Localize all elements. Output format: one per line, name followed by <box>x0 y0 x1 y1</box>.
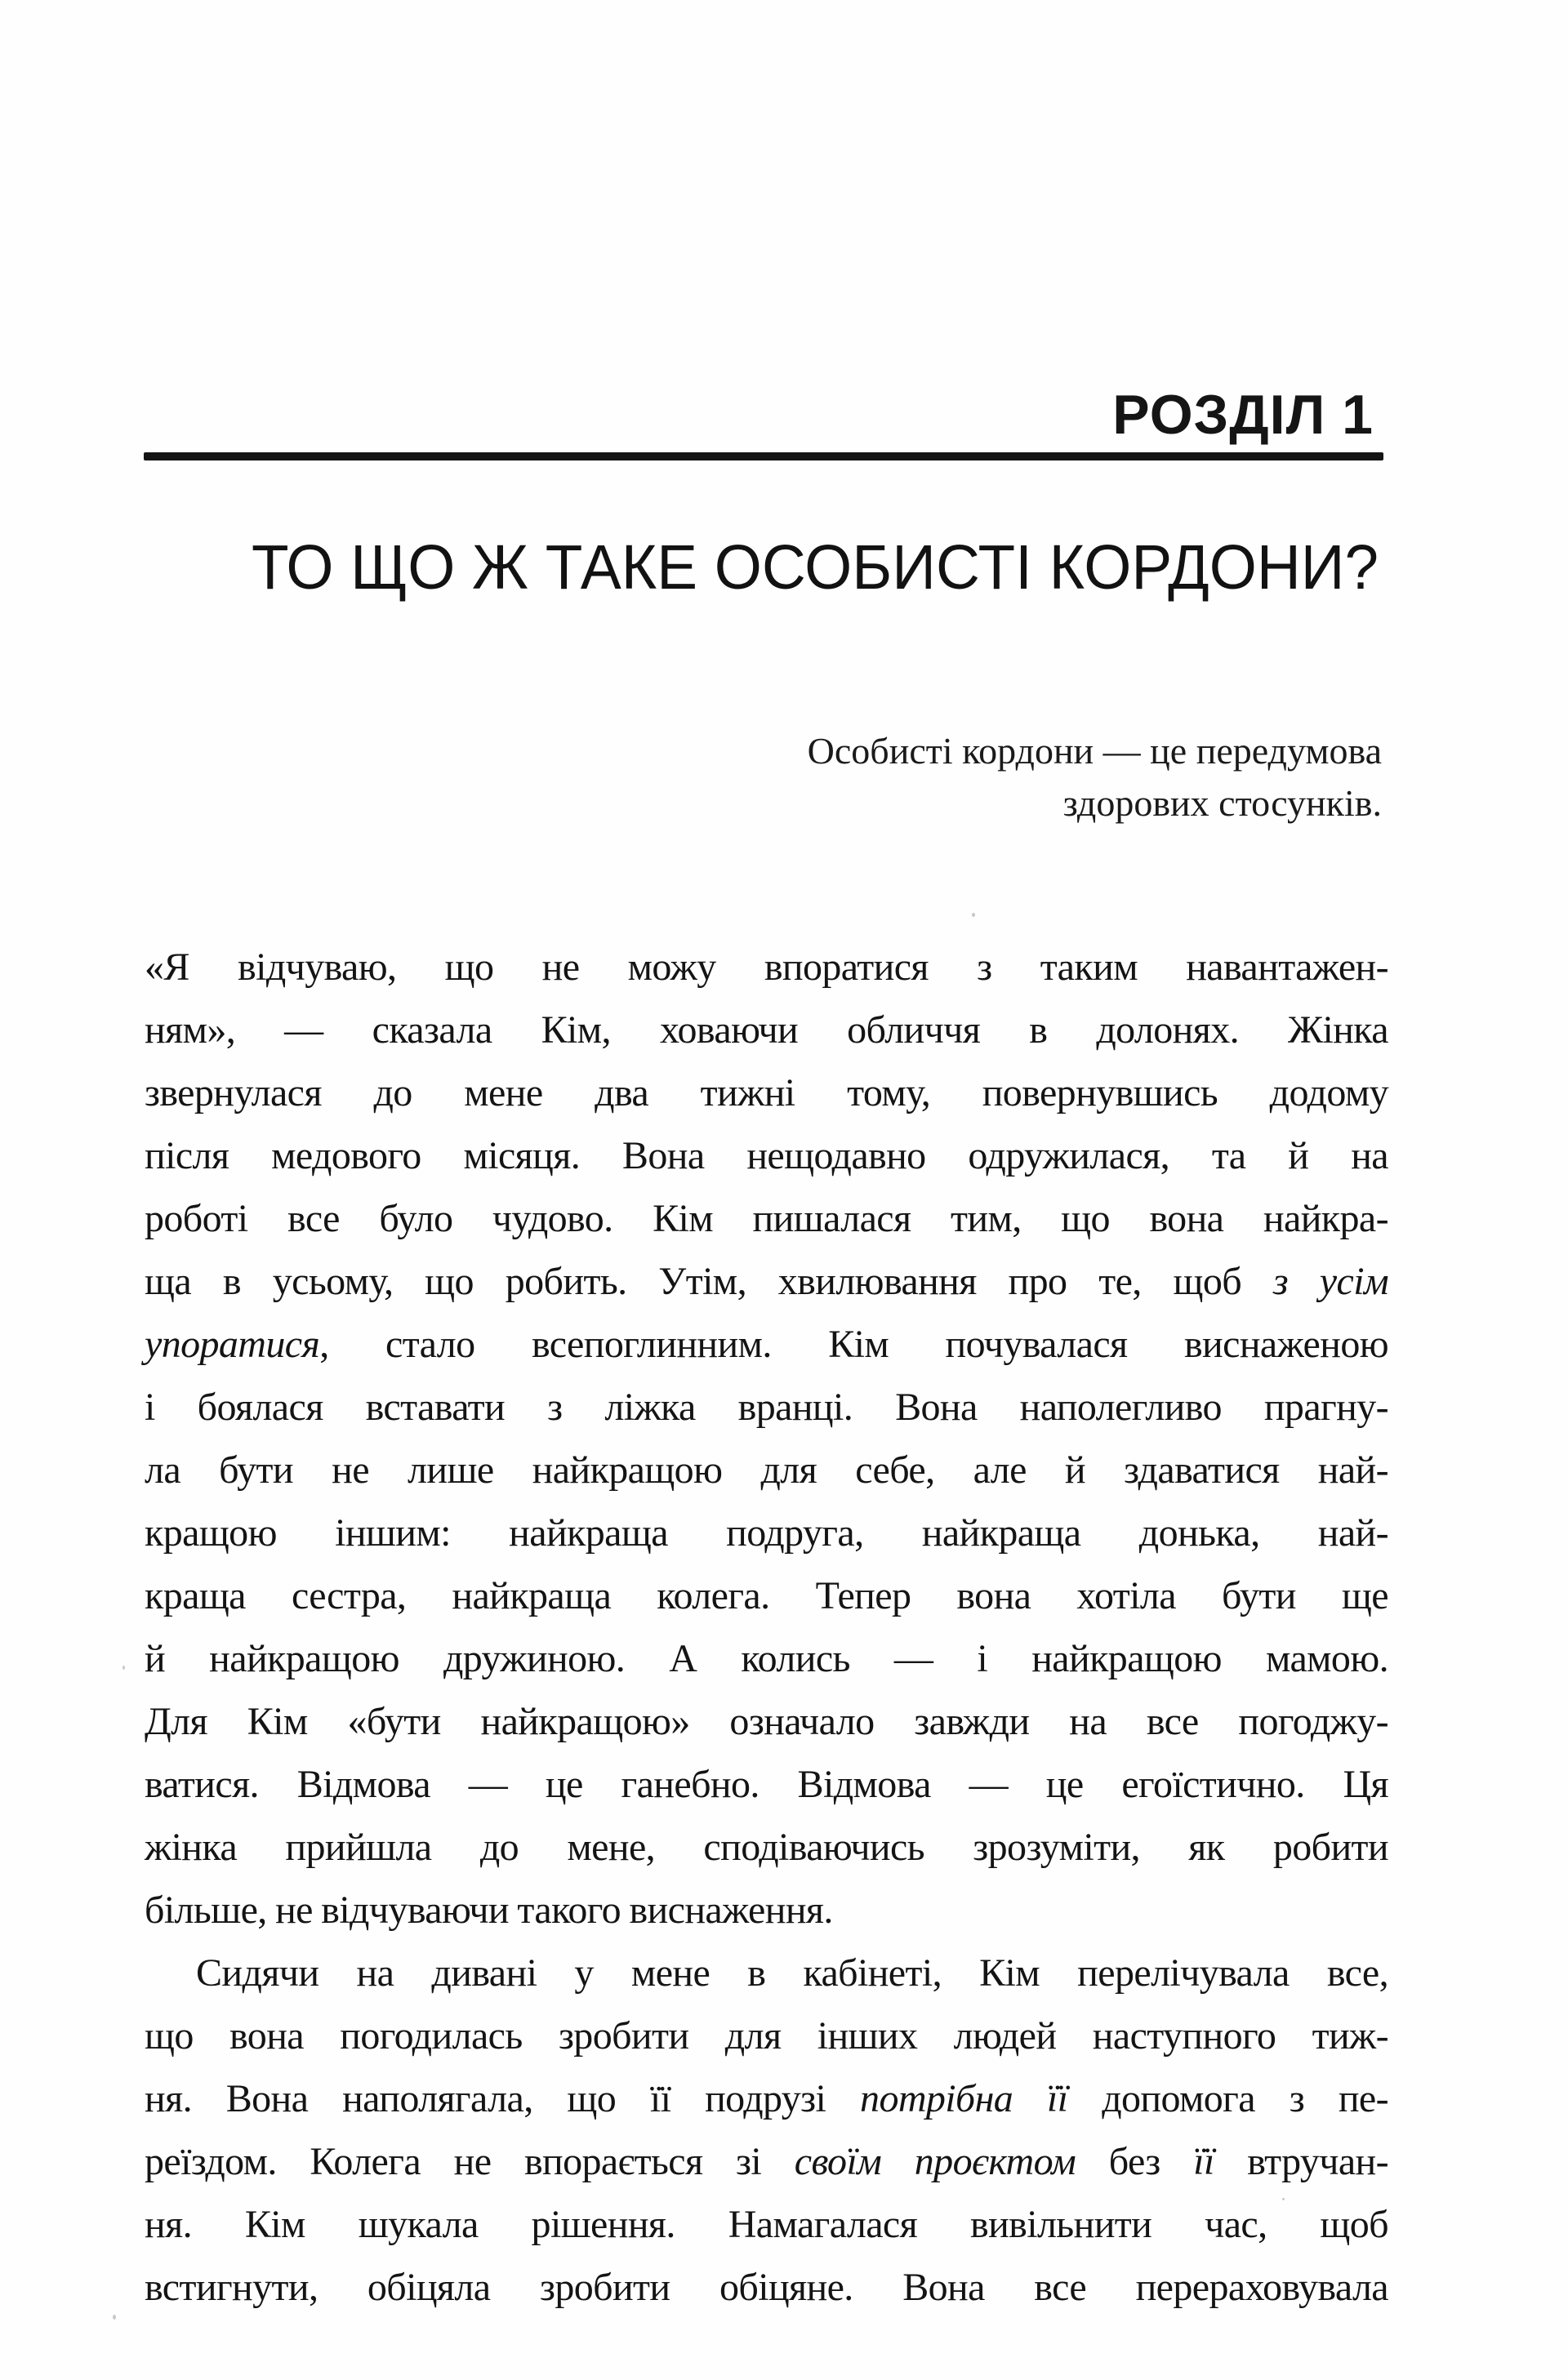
text-line-content <box>145 1690 1388 1753</box>
scan-speck <box>972 913 975 917</box>
text-run: після медового місяця. Вона нещодавно одружилася, та й на <box>145 1134 1388 1177</box>
text-run: ня. Вона наполягала, що її подрузі <box>145 2077 861 2120</box>
text-line <box>145 1187 1388 1250</box>
text-line-content <box>145 2193 1388 2256</box>
text-line-content <box>145 1879 1388 1942</box>
text-run: ла бути не лише найкращою для себе, але й здаватися най- <box>145 1448 1388 1492</box>
text-run: Для Кім «бути найкращою» означало завжди на все погоджу- <box>145 1700 1388 1743</box>
epigraph-line: здорових стосунків. <box>1062 782 1382 824</box>
text-run: що вона погодилась зробити для інших людей наступного тиж- <box>145 2014 1388 2057</box>
paragraph <box>145 936 1388 1942</box>
emphasis-text: з усім <box>1272 1260 1388 1303</box>
epigraph <box>144 725 1382 830</box>
text-line <box>145 1501 1388 1564</box>
emphasis-text: потрібна її <box>860 2077 1068 2120</box>
text-run: Сидячи на дивані у мене в кабінеті, Кім перелічувала все, <box>196 1951 1388 1995</box>
text-run: без <box>1076 2140 1194 2183</box>
text-line <box>145 1376 1388 1439</box>
text-line <box>145 1690 1388 1753</box>
text-run: ща в усьому, що робить. Утім, хвилювання про те, щоб <box>145 1260 1273 1303</box>
text-line <box>145 1753 1388 1816</box>
scan-speck <box>113 2315 116 2320</box>
text-line-content <box>145 2256 1388 2319</box>
text-line <box>145 999 1388 1061</box>
text-line-content <box>145 1816 1388 1879</box>
chapter-rule-divider <box>144 452 1383 460</box>
text-line <box>145 936 1388 999</box>
text-line-content <box>145 999 1388 1061</box>
text-line <box>145 2004 1388 2067</box>
text-line-content <box>145 1627 1388 1690</box>
text-run: реїздом. Колега не впорається зі <box>145 2140 795 2183</box>
text-run: більше, не відчуваючи такого виснаження. <box>145 1888 833 1932</box>
text-line <box>145 1313 1388 1376</box>
text-run: роботі все було чудово. Кім пишалася тим, що вона найкра- <box>145 1197 1388 1240</box>
text-line <box>145 1124 1388 1187</box>
text-run: і боялася вставати з ліжка вранці. Вона наполегливо прагну- <box>145 1386 1388 1429</box>
text-run: звернулася до мене два тижні тому, повернувшись додому <box>145 1071 1388 1114</box>
epigraph-line: Особисті кордони — це передумова <box>807 730 1382 772</box>
text-line <box>145 1816 1388 1879</box>
text-line <box>145 2256 1388 2319</box>
text-line-content <box>145 1250 1388 1313</box>
text-line <box>145 1439 1388 1501</box>
text-run: ня. Кім шукала рішення. Намагалася вивільнити час, щоб <box>145 2203 1388 2246</box>
text-run: , стало всепоглинним. Кім почувалася виснаженою <box>319 1323 1388 1366</box>
text-line-content <box>145 1564 1388 1627</box>
text-line <box>145 1061 1388 1124</box>
scan-speck <box>1282 2198 1285 2200</box>
text-line-content <box>145 2004 1388 2067</box>
chapter-title: ТО ЩО Ж ТАКЕ ОСОБИСТІ КОРДОНИ? <box>252 532 1379 603</box>
text-line-content <box>145 1124 1388 1187</box>
text-line <box>145 1564 1388 1627</box>
text-run: ням», — сказала Кім, ховаючи обличчя в долонях. Жінка <box>145 1008 1388 1052</box>
text-line-content <box>145 1376 1388 1439</box>
text-line <box>145 1250 1388 1313</box>
text-line-content <box>145 1753 1388 1816</box>
text-run: ватися. Відмова — це ганебно. Відмова — це егоїстично. Ця <box>145 1763 1388 1806</box>
text-run: й найкращою дружиною. А колись — і найкращою мамою. <box>145 1637 1388 1680</box>
paragraph <box>145 1942 1388 2319</box>
text-run: кращою іншим: найкраща подруга, найкраща донька, най- <box>145 1511 1388 1555</box>
text-run: допомога з пе- <box>1067 2077 1388 2120</box>
body-text <box>145 936 1388 2319</box>
emphasis-text: своїм проєктом <box>794 2140 1076 2183</box>
text-run: краща сестра, найкраща колега. Тепер вона хотіла бути ще <box>145 1574 1388 1617</box>
text-line <box>145 1627 1388 1690</box>
text-run: встигнути, обіцяла зробити обіцяне. Вона все перераховувала <box>145 2266 1388 2309</box>
emphasis-text: її <box>1193 2140 1214 2183</box>
text-line <box>145 1942 1388 2004</box>
scan-speck <box>122 1666 125 1670</box>
text-line-content <box>145 2130 1388 2193</box>
text-line-content <box>145 1313 1388 1376</box>
text-line-content <box>145 1501 1388 1564</box>
chapter-label: РОЗДІЛ 1 <box>1112 384 1374 446</box>
text-line <box>145 2193 1388 2256</box>
text-line-content <box>145 1187 1388 1250</box>
text-run: втручан- <box>1214 2140 1388 2183</box>
text-line-content <box>145 1061 1388 1124</box>
text-line <box>145 2130 1388 2193</box>
text-run: «Я відчуваю, що не можу впоратися з таким навантажен- <box>145 945 1388 989</box>
text-line-content <box>145 936 1388 999</box>
emphasis-text: упоратися <box>145 1323 320 1366</box>
text-run: жінка прийшла до мене, сподіваючись зрозуміти, як робити <box>145 1826 1388 1869</box>
text-line <box>145 2067 1388 2130</box>
text-line-content <box>145 1439 1388 1501</box>
text-line <box>145 1879 1388 1942</box>
text-line-content <box>196 1942 1388 2004</box>
text-line-content <box>145 2067 1388 2130</box>
